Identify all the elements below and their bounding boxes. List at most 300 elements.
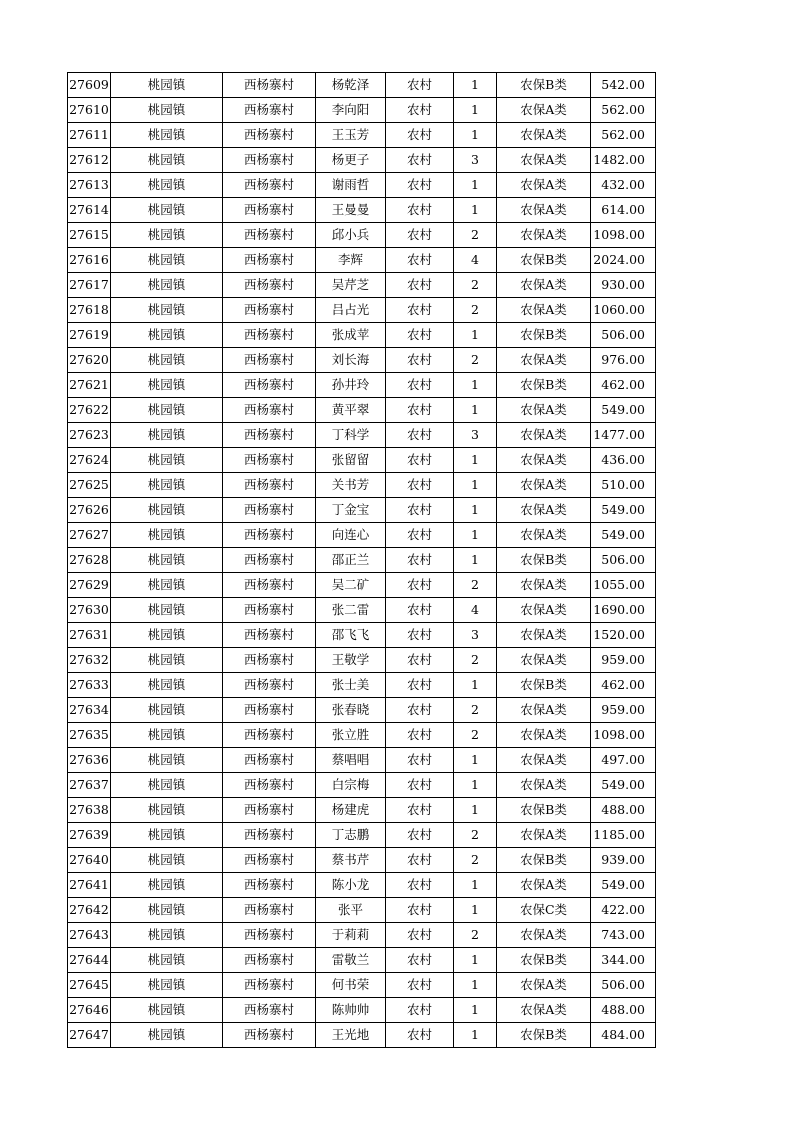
village-cell: 西杨寨村 (223, 823, 316, 848)
insurance-category-cell: 农保A类 (497, 398, 591, 423)
name-cell: 张成苹 (316, 323, 386, 348)
area-type-cell: 农村 (386, 598, 454, 623)
town-cell: 桃园镇 (111, 298, 223, 323)
insurance-category-cell: 农保A类 (497, 523, 591, 548)
record-id-cell: 27632 (68, 648, 111, 673)
household-count-cell: 1 (454, 898, 497, 923)
table-row (68, 923, 656, 948)
name-cell: 张平 (316, 898, 386, 923)
name-cell: 丁志鹏 (316, 823, 386, 848)
household-count-cell: 1 (454, 948, 497, 973)
insurance-category-cell: 农保B类 (497, 73, 591, 98)
record-id-cell: 27613 (68, 173, 111, 198)
town-cell: 桃园镇 (111, 548, 223, 573)
record-id-cell: 27647 (68, 1023, 111, 1048)
table-row (68, 873, 656, 898)
insurance-category-cell: 农保A类 (497, 473, 591, 498)
household-count-cell: 1 (454, 98, 497, 123)
village-cell: 西杨寨村 (223, 98, 316, 123)
name-cell: 邱小兵 (316, 223, 386, 248)
village-cell: 西杨寨村 (223, 773, 316, 798)
village-cell: 西杨寨村 (223, 473, 316, 498)
name-cell: 刘长海 (316, 348, 386, 373)
table-row (68, 1023, 656, 1048)
insurance-category-cell: 农保A类 (497, 973, 591, 998)
insurance-category-cell: 农保A类 (497, 173, 591, 198)
area-type-cell: 农村 (386, 173, 454, 198)
insurance-category-cell: 农保A类 (497, 598, 591, 623)
area-type-cell: 农村 (386, 723, 454, 748)
household-count-cell: 1 (454, 873, 497, 898)
town-cell: 桃园镇 (111, 948, 223, 973)
name-cell: 杨更子 (316, 148, 386, 173)
table-row (68, 898, 656, 923)
household-count-cell: 1 (454, 323, 497, 348)
amount-cell: 506.00 (591, 323, 656, 348)
table-row (68, 598, 656, 623)
household-count-cell: 1 (454, 448, 497, 473)
name-cell: 陈小龙 (316, 873, 386, 898)
insurance-category-cell: 农保B类 (497, 548, 591, 573)
record-id-cell: 27623 (68, 423, 111, 448)
village-cell: 西杨寨村 (223, 748, 316, 773)
area-type-cell: 农村 (386, 448, 454, 473)
amount-cell: 1520.00 (591, 623, 656, 648)
amount-cell: 1690.00 (591, 598, 656, 623)
name-cell: 丁科学 (316, 423, 386, 448)
record-id-cell: 27629 (68, 573, 111, 598)
record-id-cell: 27614 (68, 198, 111, 223)
household-count-cell: 3 (454, 623, 497, 648)
household-count-cell: 2 (454, 573, 497, 598)
amount-cell: 1098.00 (591, 723, 656, 748)
area-type-cell: 农村 (386, 498, 454, 523)
insurance-category-cell: 农保B类 (497, 673, 591, 698)
household-count-cell: 1 (454, 998, 497, 1023)
insurance-category-cell: 农保A类 (497, 198, 591, 223)
village-cell: 西杨寨村 (223, 848, 316, 873)
household-count-cell: 2 (454, 723, 497, 748)
record-id-cell: 27627 (68, 523, 111, 548)
table-row (68, 823, 656, 848)
table-row (68, 348, 656, 373)
name-cell: 黄平翠 (316, 398, 386, 423)
village-cell: 西杨寨村 (223, 298, 316, 323)
village-cell: 西杨寨村 (223, 973, 316, 998)
village-cell: 西杨寨村 (223, 198, 316, 223)
name-cell: 王敬学 (316, 648, 386, 673)
amount-cell: 549.00 (591, 523, 656, 548)
village-cell: 西杨寨村 (223, 698, 316, 723)
village-cell: 西杨寨村 (223, 498, 316, 523)
insurance-category-cell: 农保B类 (497, 1023, 591, 1048)
town-cell: 桃园镇 (111, 448, 223, 473)
town-cell: 桃园镇 (111, 598, 223, 623)
insurance-category-cell: 农保B类 (497, 948, 591, 973)
amount-cell: 549.00 (591, 773, 656, 798)
town-cell: 桃园镇 (111, 823, 223, 848)
record-id-cell: 27641 (68, 873, 111, 898)
name-cell: 孙井玲 (316, 373, 386, 398)
area-type-cell: 农村 (386, 323, 454, 348)
table-row (68, 648, 656, 673)
table-row (68, 673, 656, 698)
table-row (68, 398, 656, 423)
town-cell: 桃园镇 (111, 148, 223, 173)
household-count-cell: 1 (454, 748, 497, 773)
household-count-cell: 1 (454, 123, 497, 148)
amount-cell: 422.00 (591, 898, 656, 923)
area-type-cell: 农村 (386, 223, 454, 248)
area-type-cell: 农村 (386, 548, 454, 573)
village-cell: 西杨寨村 (223, 548, 316, 573)
village-cell: 西杨寨村 (223, 673, 316, 698)
name-cell: 丁金宝 (316, 498, 386, 523)
village-cell: 西杨寨村 (223, 1023, 316, 1048)
amount-cell: 939.00 (591, 848, 656, 873)
amount-cell: 1055.00 (591, 573, 656, 598)
insurance-category-cell: 农保A类 (497, 123, 591, 148)
household-count-cell: 2 (454, 698, 497, 723)
name-cell: 杨乾泽 (316, 73, 386, 98)
record-id-cell: 27609 (68, 73, 111, 98)
household-count-cell: 4 (454, 598, 497, 623)
table-row (68, 148, 656, 173)
insurance-category-cell: 农保A类 (497, 223, 591, 248)
table-row (68, 798, 656, 823)
town-cell: 桃园镇 (111, 98, 223, 123)
household-count-cell: 2 (454, 348, 497, 373)
name-cell: 吕占光 (316, 298, 386, 323)
household-count-cell: 2 (454, 298, 497, 323)
area-type-cell: 农村 (386, 123, 454, 148)
record-id-cell: 27622 (68, 398, 111, 423)
area-type-cell: 农村 (386, 998, 454, 1023)
town-cell: 桃园镇 (111, 773, 223, 798)
household-count-cell: 1 (454, 548, 497, 573)
insurance-category-cell: 农保B类 (497, 248, 591, 273)
table-row (68, 223, 656, 248)
record-id-cell: 27645 (68, 973, 111, 998)
table-row (68, 298, 656, 323)
town-cell: 桃园镇 (111, 648, 223, 673)
amount-cell: 959.00 (591, 698, 656, 723)
household-count-cell: 3 (454, 148, 497, 173)
town-cell: 桃园镇 (111, 123, 223, 148)
town-cell: 桃园镇 (111, 848, 223, 873)
insurance-category-cell: 农保A类 (497, 148, 591, 173)
town-cell: 桃园镇 (111, 423, 223, 448)
village-cell: 西杨寨村 (223, 223, 316, 248)
area-type-cell: 农村 (386, 423, 454, 448)
amount-cell: 549.00 (591, 498, 656, 523)
name-cell: 谢雨哲 (316, 173, 386, 198)
table-row (68, 723, 656, 748)
insurance-category-cell: 农保A类 (497, 498, 591, 523)
area-type-cell: 农村 (386, 248, 454, 273)
village-cell: 西杨寨村 (223, 148, 316, 173)
household-count-cell: 1 (454, 73, 497, 98)
amount-cell: 549.00 (591, 398, 656, 423)
name-cell: 陈帅帅 (316, 998, 386, 1023)
insurance-category-cell: 农保A类 (497, 698, 591, 723)
name-cell: 张立胜 (316, 723, 386, 748)
record-id-cell: 27646 (68, 998, 111, 1023)
amount-cell: 488.00 (591, 798, 656, 823)
area-type-cell: 农村 (386, 873, 454, 898)
record-id-cell: 27619 (68, 323, 111, 348)
area-type-cell: 农村 (386, 298, 454, 323)
record-id-cell: 27635 (68, 723, 111, 748)
table-row (68, 523, 656, 548)
village-cell: 西杨寨村 (223, 998, 316, 1023)
village-cell: 西杨寨村 (223, 448, 316, 473)
household-count-cell: 2 (454, 223, 497, 248)
area-type-cell: 农村 (386, 273, 454, 298)
name-cell: 关书芳 (316, 473, 386, 498)
record-id-cell: 27636 (68, 748, 111, 773)
table-row (68, 948, 656, 973)
amount-cell: 1477.00 (591, 423, 656, 448)
amount-cell: 506.00 (591, 973, 656, 998)
record-id-cell: 27644 (68, 948, 111, 973)
table-row (68, 748, 656, 773)
household-count-cell: 1 (454, 1023, 497, 1048)
amount-cell: 506.00 (591, 548, 656, 573)
town-cell: 桃园镇 (111, 73, 223, 98)
area-type-cell: 农村 (386, 948, 454, 973)
table-row (68, 998, 656, 1023)
village-cell: 西杨寨村 (223, 398, 316, 423)
area-type-cell: 农村 (386, 973, 454, 998)
town-cell: 桃园镇 (111, 348, 223, 373)
table-row (68, 373, 656, 398)
household-count-cell: 1 (454, 798, 497, 823)
insurance-category-cell: 农保A类 (497, 623, 591, 648)
village-cell: 西杨寨村 (223, 598, 316, 623)
record-id-cell: 27612 (68, 148, 111, 173)
insurance-category-cell: 农保C类 (497, 898, 591, 923)
record-id-cell: 27633 (68, 673, 111, 698)
record-id-cell: 27610 (68, 98, 111, 123)
town-cell: 桃园镇 (111, 673, 223, 698)
name-cell: 王玉芳 (316, 123, 386, 148)
village-cell: 西杨寨村 (223, 123, 316, 148)
area-type-cell: 农村 (386, 748, 454, 773)
amount-cell: 1060.00 (591, 298, 656, 323)
village-cell: 西杨寨村 (223, 923, 316, 948)
table-row (68, 973, 656, 998)
amount-cell: 959.00 (591, 648, 656, 673)
amount-cell: 488.00 (591, 998, 656, 1023)
insurance-category-cell: 农保A类 (497, 98, 591, 123)
name-cell: 邵飞飞 (316, 623, 386, 648)
amount-cell: 562.00 (591, 98, 656, 123)
name-cell: 雷敬兰 (316, 948, 386, 973)
insurance-category-cell: 农保B类 (497, 323, 591, 348)
village-cell: 西杨寨村 (223, 798, 316, 823)
area-type-cell: 农村 (386, 623, 454, 648)
name-cell: 白宗梅 (316, 773, 386, 798)
village-cell: 西杨寨村 (223, 348, 316, 373)
amount-cell: 462.00 (591, 673, 656, 698)
record-id-cell: 27617 (68, 273, 111, 298)
record-id-cell: 27618 (68, 298, 111, 323)
record-id-cell: 27611 (68, 123, 111, 148)
name-cell: 李辉 (316, 248, 386, 273)
household-count-cell: 2 (454, 848, 497, 873)
household-count-cell: 1 (454, 973, 497, 998)
village-cell: 西杨寨村 (223, 898, 316, 923)
town-cell: 桃园镇 (111, 998, 223, 1023)
insurance-category-cell: 农保A类 (497, 273, 591, 298)
area-type-cell: 农村 (386, 923, 454, 948)
amount-cell: 743.00 (591, 923, 656, 948)
insurance-category-cell: 农保B类 (497, 373, 591, 398)
town-cell: 桃园镇 (111, 198, 223, 223)
insurance-category-cell: 农保A类 (497, 348, 591, 373)
village-cell: 西杨寨村 (223, 323, 316, 348)
record-id-cell: 27631 (68, 623, 111, 648)
household-count-cell: 1 (454, 373, 497, 398)
name-cell: 吴芹芝 (316, 273, 386, 298)
record-id-cell: 27642 (68, 898, 111, 923)
name-cell: 张春晓 (316, 698, 386, 723)
insurance-category-cell: 农保A类 (497, 998, 591, 1023)
name-cell: 于莉莉 (316, 923, 386, 948)
village-cell: 西杨寨村 (223, 248, 316, 273)
table-row (68, 73, 656, 98)
table-row (68, 273, 656, 298)
area-type-cell: 农村 (386, 698, 454, 723)
table-row (68, 198, 656, 223)
table-body (68, 73, 656, 1048)
insurance-category-cell: 农保A类 (497, 773, 591, 798)
household-count-cell: 1 (454, 198, 497, 223)
area-type-cell: 农村 (386, 773, 454, 798)
town-cell: 桃园镇 (111, 223, 223, 248)
household-count-cell: 1 (454, 473, 497, 498)
insurance-category-cell: 农保A类 (497, 723, 591, 748)
town-cell: 桃园镇 (111, 573, 223, 598)
name-cell: 吴二矿 (316, 573, 386, 598)
town-cell: 桃园镇 (111, 873, 223, 898)
household-count-cell: 3 (454, 423, 497, 448)
insurance-category-cell: 农保A类 (497, 298, 591, 323)
amount-cell: 484.00 (591, 1023, 656, 1048)
table-row (68, 248, 656, 273)
area-type-cell: 农村 (386, 373, 454, 398)
name-cell: 王曼曼 (316, 198, 386, 223)
village-cell: 西杨寨村 (223, 723, 316, 748)
household-count-cell: 2 (454, 273, 497, 298)
insurance-category-cell: 农保A类 (497, 923, 591, 948)
village-cell: 西杨寨村 (223, 573, 316, 598)
area-type-cell: 农村 (386, 648, 454, 673)
town-cell: 桃园镇 (111, 173, 223, 198)
amount-cell: 1482.00 (591, 148, 656, 173)
record-id-cell: 27615 (68, 223, 111, 248)
table-row (68, 573, 656, 598)
town-cell: 桃园镇 (111, 723, 223, 748)
village-cell: 西杨寨村 (223, 623, 316, 648)
town-cell: 桃园镇 (111, 498, 223, 523)
town-cell: 桃园镇 (111, 398, 223, 423)
name-cell: 蔡唱唱 (316, 748, 386, 773)
insurance-category-cell: 农保A类 (497, 823, 591, 848)
town-cell: 桃园镇 (111, 798, 223, 823)
village-cell: 西杨寨村 (223, 73, 316, 98)
records-table (67, 72, 656, 1048)
town-cell: 桃园镇 (111, 898, 223, 923)
record-id-cell: 27630 (68, 598, 111, 623)
amount-cell: 344.00 (591, 948, 656, 973)
amount-cell: 462.00 (591, 373, 656, 398)
village-cell: 西杨寨村 (223, 873, 316, 898)
record-id-cell: 27624 (68, 448, 111, 473)
household-count-cell: 1 (454, 173, 497, 198)
name-cell: 王光地 (316, 1023, 386, 1048)
area-type-cell: 农村 (386, 573, 454, 598)
village-cell: 西杨寨村 (223, 273, 316, 298)
village-cell: 西杨寨村 (223, 173, 316, 198)
table-row (68, 173, 656, 198)
household-count-cell: 1 (454, 498, 497, 523)
amount-cell: 1098.00 (591, 223, 656, 248)
area-type-cell: 农村 (386, 823, 454, 848)
area-type-cell: 农村 (386, 398, 454, 423)
area-type-cell: 农村 (386, 798, 454, 823)
insurance-category-cell: 农保A类 (497, 748, 591, 773)
amount-cell: 2024.00 (591, 248, 656, 273)
household-count-cell: 4 (454, 248, 497, 273)
name-cell: 张留留 (316, 448, 386, 473)
village-cell: 西杨寨村 (223, 373, 316, 398)
table-row (68, 498, 656, 523)
record-id-cell: 27640 (68, 848, 111, 873)
record-id-cell: 27639 (68, 823, 111, 848)
household-count-cell: 1 (454, 398, 497, 423)
area-type-cell: 农村 (386, 473, 454, 498)
amount-cell: 542.00 (591, 73, 656, 98)
insurance-category-cell: 农保A类 (497, 573, 591, 598)
amount-cell: 976.00 (591, 348, 656, 373)
area-type-cell: 农村 (386, 348, 454, 373)
amount-cell: 510.00 (591, 473, 656, 498)
amount-cell: 614.00 (591, 198, 656, 223)
amount-cell: 1185.00 (591, 823, 656, 848)
table-row (68, 848, 656, 873)
name-cell: 杨建虎 (316, 798, 386, 823)
amount-cell: 930.00 (591, 273, 656, 298)
town-cell: 桃园镇 (111, 623, 223, 648)
village-cell: 西杨寨村 (223, 648, 316, 673)
insurance-category-cell: 农保A类 (497, 648, 591, 673)
village-cell: 西杨寨村 (223, 423, 316, 448)
village-cell: 西杨寨村 (223, 523, 316, 548)
name-cell: 蔡书芹 (316, 848, 386, 873)
area-type-cell: 农村 (386, 673, 454, 698)
town-cell: 桃园镇 (111, 748, 223, 773)
insurance-category-cell: 农保A类 (497, 873, 591, 898)
amount-cell: 549.00 (591, 873, 656, 898)
town-cell: 桃园镇 (111, 273, 223, 298)
town-cell: 桃园镇 (111, 373, 223, 398)
area-type-cell: 农村 (386, 898, 454, 923)
record-id-cell: 27621 (68, 373, 111, 398)
insurance-category-cell: 农保A类 (497, 448, 591, 473)
town-cell: 桃园镇 (111, 698, 223, 723)
